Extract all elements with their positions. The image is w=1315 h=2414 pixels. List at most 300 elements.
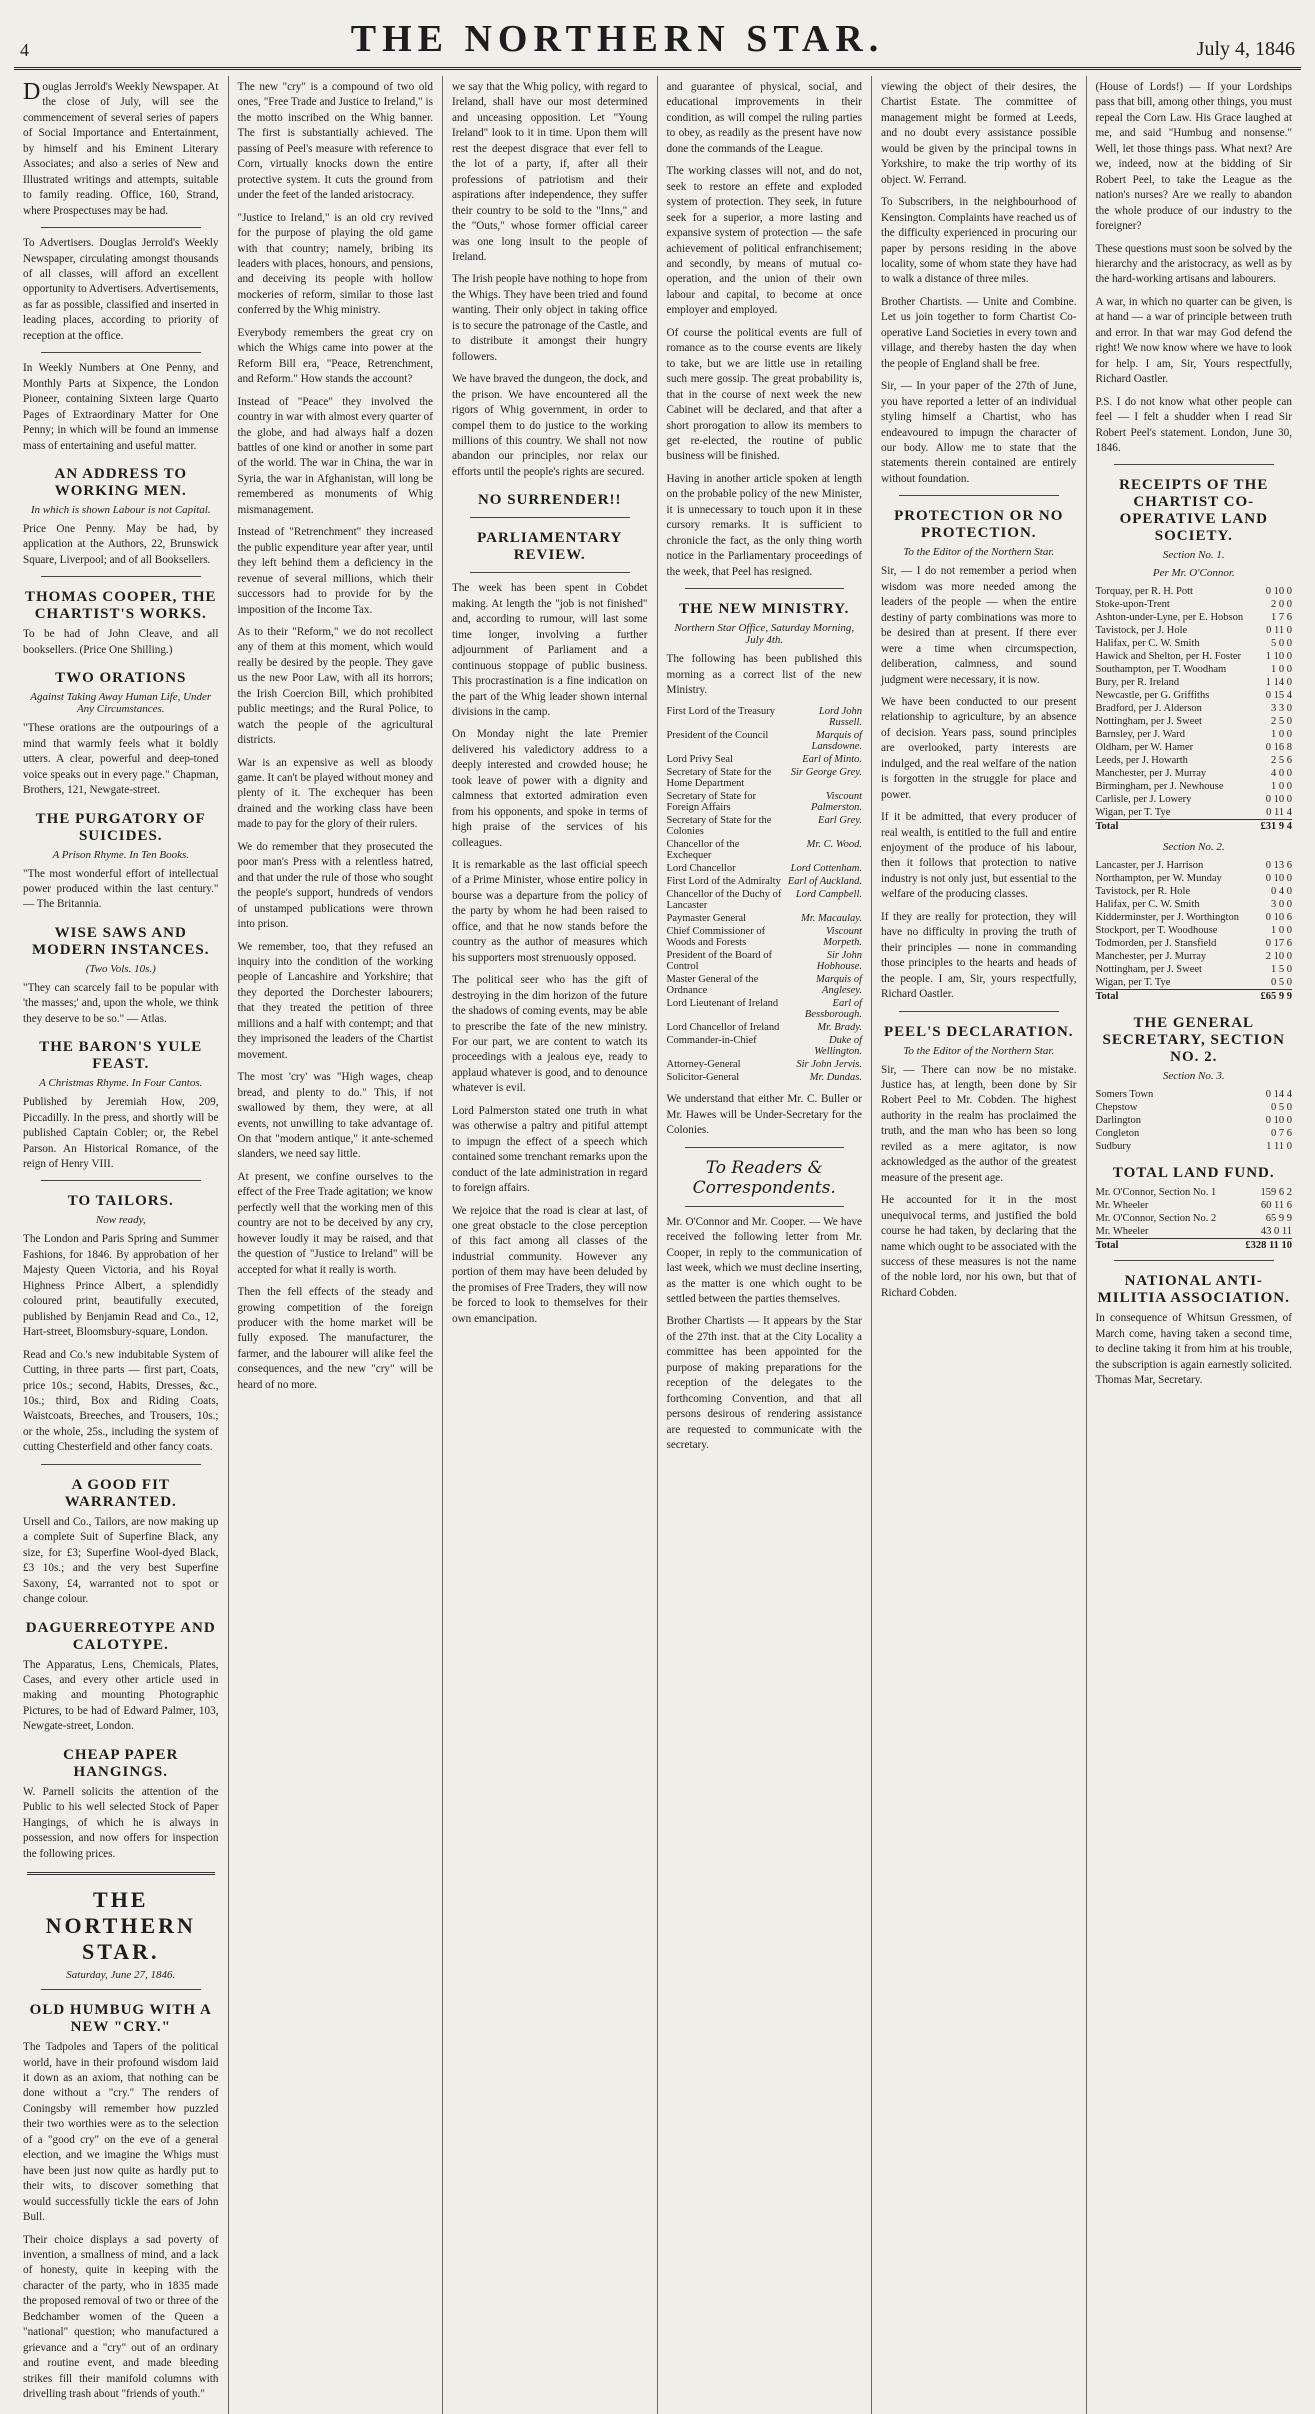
article-text: We have been conducted to our present relationship to agriculture, by an absence of decision. Years pass, sound principles are overlooked, party interests are indulged, and the real welfare of the nation is forgotten in the struggle for place and power. bbox=[881, 695, 1077, 801]
section-subheading: To the Editor of the Northern Star. bbox=[903, 546, 1055, 559]
receipt-total-label: Total bbox=[1096, 820, 1258, 834]
section-subheading: Per Mr. O'Connor. bbox=[1152, 567, 1235, 580]
article-text: W. Parnell solicits the attention of the Public to his well selected Stock of Paper Hangings, of which he is always in possession, and now offers for inspection the following prices. bbox=[23, 1785, 219, 1860]
article-text: In consequence of Whitsun Gressmen, of March come, having taken a second time, to decline taking it from him at his trouble, the subscription is again earnestly solicited. Thomas Mar, Secretary. bbox=[1095, 1312, 1292, 1387]
divider bbox=[41, 1464, 201, 1465]
receipt-amount: 0 10 6 bbox=[1265, 912, 1292, 924]
receipt-place: Carlisle, per J. Lowery bbox=[1095, 794, 1192, 806]
section-subheading: (Two Vols. 10s.) bbox=[85, 962, 156, 975]
article-text: To be had of John Cleave, and all booksellers. (Price One Shilling.) bbox=[23, 628, 219, 656]
section-heading: AN ADDRESS TO WORKING MEN. bbox=[54, 465, 187, 499]
receipt-total-row bbox=[1096, 990, 1293, 1004]
ministry-name: Viscount Morpeth. bbox=[823, 926, 862, 949]
receipt-place: Todmorden, per J. Stansfield bbox=[1095, 938, 1217, 950]
ministry-name: Mr. C. Wood. bbox=[806, 839, 862, 851]
section-heading: TO TAILORS. bbox=[67, 1193, 174, 1210]
article-text: Published by Jeremiah How, 209, Piccadilly. In the press, and shortly will be published Captain Cobler; or, the Rebel Parson. An Historical Romance, of the reign of Henry VIII. bbox=[23, 1096, 219, 1171]
ministry-row bbox=[667, 925, 863, 949]
receipt-amount: 1 10 0 bbox=[1265, 651, 1292, 663]
ministry-office: President of the Board of Control bbox=[666, 950, 773, 973]
column-6 bbox=[1087, 76, 1302, 2414]
ministry-row bbox=[667, 729, 863, 753]
receipt-place: Mr. O'Connor, Section No. 2 bbox=[1095, 1213, 1217, 1225]
divider bbox=[899, 1011, 1059, 1012]
article-text: Brother Chartists — It appears by the Star of the 27th inst. that at the City Locality a committee has been appointed for the purpose of making preparations for the reception of the delegates to the forthcoming Convention, and that all persons desirous of rendering assistance are requested to communicate with the secretary. bbox=[666, 1315, 862, 1452]
receipt-amount: 1 0 0 bbox=[1271, 925, 1292, 937]
divider bbox=[899, 495, 1059, 496]
receipt-row bbox=[1096, 1199, 1293, 1212]
newspaper-title-inline: THE NORTHERN STAR. bbox=[45, 1887, 196, 1965]
ministry-name: Lord Cottenham. bbox=[790, 863, 862, 875]
receipt-amount: 1 0 0 bbox=[1271, 729, 1292, 741]
receipt-place: Somers Town bbox=[1095, 1089, 1154, 1101]
ministry-name: Duke of Wellington. bbox=[814, 1035, 862, 1058]
article-text: We remember, too, that they refused an inquiry into the condition of the working people of Lancashire and Yorkshire; that they deported the Dorchester labourers; that they treated the petition of three millions and a half with contempt; and that they imprisoned the leaders of the Chartist movement. bbox=[237, 940, 433, 1061]
ministry-office: Lord Chancellor bbox=[666, 863, 736, 875]
receipt-row bbox=[1096, 793, 1293, 806]
receipt-row bbox=[1096, 885, 1293, 898]
receipt-amount: 43 0 11 bbox=[1260, 1226, 1292, 1238]
article-text: He accounted for it in the most unequivocal terms, and justified the bold course he had taken, by declaring that the name which ought to be associated with the success of these measures is not the name of the noble lord, nor his own, but that of Richard Cobden. bbox=[881, 1194, 1077, 1299]
section-subheading: Against Taking Away Human Life, Under Any Circumstances. bbox=[30, 691, 212, 716]
ministry-office: Lord Privy Seal bbox=[666, 754, 733, 766]
receipt-place: Southampton, per T. Woodham bbox=[1095, 664, 1227, 676]
receipt-amount: 1 5 0 bbox=[1271, 964, 1292, 976]
ministry-row bbox=[667, 1021, 863, 1034]
section-subheading: A Christmas Rhyme. In Four Cantos. bbox=[39, 1077, 203, 1090]
section-subheading: To the Editor of the Northern Star. bbox=[903, 1044, 1055, 1057]
article-text: If they are really for protection, they will have no difficulty in proving the truth of their principles — none in commanding those principles to the hearts and heads of the people. I am, Sir, yours respectfully, Richard Oastler. bbox=[881, 910, 1077, 1001]
receipt-place: Chepstow bbox=[1095, 1102, 1138, 1114]
divider bbox=[41, 1180, 201, 1181]
article-text: Brother Chartists. — Unite and Combine. Let us join together to form Chartist Co-operative Land Societies in every town and village, and thereby hasten the day when the people of England shall be free. bbox=[881, 295, 1077, 370]
receipt-row bbox=[1096, 872, 1293, 885]
receipt-row bbox=[1096, 1114, 1293, 1127]
receipt-place: Darlington bbox=[1095, 1115, 1141, 1127]
receipt-amount: 159 6 2 bbox=[1260, 1187, 1292, 1199]
ministry-row bbox=[667, 973, 863, 997]
receipt-row bbox=[1096, 963, 1293, 976]
masthead bbox=[14, 12, 1301, 70]
section-heading: DAGUERREOTYPE AND CALOTYPE. bbox=[25, 1619, 216, 1653]
divider bbox=[1114, 464, 1275, 465]
divider bbox=[41, 352, 201, 353]
receipt-place: Bury, per R. Ireland bbox=[1095, 677, 1180, 689]
article-text: P.S. I do not know what other people can feel — I felt a shudder when I read Sir Robert Peel's statement. London, June 30, 1846. bbox=[1095, 395, 1292, 454]
article-text: "They can scarcely fail to be popular with 'the masses;' and, upon the whole, we think they deserve to be so." — Atlas. bbox=[23, 981, 219, 1025]
receipt-amount: 60 11 6 bbox=[1260, 1200, 1292, 1212]
receipt-place: Stoke-upon-Trent bbox=[1095, 599, 1170, 611]
ministry-office: Paymaster General bbox=[666, 913, 747, 925]
section-heading: NO SURRENDER!! bbox=[477, 492, 622, 509]
article-text: Sir, — In your paper of the 27th of June, you have reported a letter of an individual styling himself a Chartist, who has endeavoured to impugn the character of our body. Allow me to state that the statements therein contained are entirely without foundation. bbox=[881, 380, 1077, 485]
receipt-place: Mr. O'Connor, Section No. 1 bbox=[1095, 1187, 1217, 1199]
receipt-amount: 3 0 0 bbox=[1271, 899, 1292, 911]
receipt-amount: 0 5 0 bbox=[1271, 977, 1292, 989]
receipt-row bbox=[1096, 598, 1293, 611]
article-text: Everybody remembers the great cry on which the Whigs came into power at the Reform Bill era, "Peace, Retrenchment, and Reform." How stands the account? bbox=[237, 326, 433, 386]
receipt-row bbox=[1096, 950, 1293, 963]
newspaper-title: THE NORTHERN STAR. bbox=[350, 18, 885, 60]
receipt-amount: 0 4 0 bbox=[1271, 886, 1292, 898]
section-heading: PEEL'S DECLARATION. bbox=[883, 1023, 1074, 1040]
ministry-row bbox=[667, 1058, 863, 1071]
receipt-place: Northampton, per W. Munday bbox=[1095, 873, 1222, 885]
article-text: (House of Lords!) — If your Lordships pass that bill, among other things, you must repeal the Corn Law. His Grace laughed at me, and said "Humbug and nonsense." Well, let those things pass. What next? Are we, indeed, now at the bidding of Sir Robert Peel, to take the League as the nation's nurses? Are we really to abandon the whole produce of our industry to the foreigner? bbox=[1095, 81, 1292, 233]
receipt-row bbox=[1096, 1212, 1293, 1225]
receipt-place: Ashton-under-Lyne, per E. Hobson bbox=[1095, 612, 1244, 624]
ministry-name: Mr. Macaulay. bbox=[801, 913, 862, 925]
ministry-row bbox=[667, 705, 863, 729]
section-subheading: In which is shown Labour is not Capital. bbox=[30, 503, 211, 516]
article-text: It is remarkable as the last official speech of a Prime Minister, whose entire policy in bourse was a departure from the policy of the party by whom he had been raised to office, and that he now stands before the country as the author of measures which his supporters most strenuously opposed. bbox=[452, 859, 648, 964]
ministry-name: Lord John Russell. bbox=[818, 706, 862, 729]
article-text: War is an expensive as well as bloody game. It can't be played without money and plenty of it. The exchequer has been drained and the working class have been made to pay for the glory of their rulers. bbox=[237, 756, 433, 831]
section-subheading: Section No. 3. bbox=[1162, 1070, 1225, 1083]
ministry-name: Earl of Minto. bbox=[802, 754, 862, 766]
receipt-total-label: Total bbox=[1096, 990, 1257, 1004]
receipt-amount: 0 10 0 bbox=[1265, 1115, 1292, 1127]
divider bbox=[685, 1147, 845, 1148]
article-text: we say that the Whig policy, with regard to Ireland, shall have our most determined and unceasing opposition. Let "Young Ireland" look to it in time. Upon them will rest the deepest disgrace that ever fell to the lot of a party, if, after all their professions of patriotism and their aspirations after independence, they suffer their country to be sold to the "Inns," and the "Outs," whose former official career was one long insult to the people of Ireland. bbox=[452, 81, 648, 263]
receipt-place: Manchester, per J. Murray bbox=[1095, 768, 1207, 780]
section-heading: PARLIAMENTARY REVIEW. bbox=[477, 530, 623, 564]
article-text: Sir, — There can now be no mistake. Justice has, at length, been done by Sir Robert Peel to Mr. Cobden. The highest authority in the realm has proclaimed the truth, and the man who has been so long reviled as a mere agitator, is now acknowledged as the author of the greatest measure of the present age. bbox=[881, 1063, 1077, 1184]
receipt-place: Torquay, per R. H. Pott bbox=[1095, 586, 1193, 598]
receipt-place: Tavistock, per J. Hole bbox=[1095, 625, 1188, 637]
receipt-place: Stockport, per T. Woodhouse bbox=[1095, 925, 1218, 937]
section-heading: WISE SAWS AND MODERN INSTANCES. bbox=[31, 924, 210, 958]
receipt-amount: 5 0 0 bbox=[1271, 638, 1292, 650]
receipt-amount: 2 5 0 bbox=[1271, 716, 1292, 728]
article-text: As to their "Reform," we do not recollect any of them at this moment, which would really be desired by the people. They gave us the new Poor Law, with all its horrors; the Irish Coercion Bill, which prohibited public meetings; and the Rural Police, to watch the people of the agricultural districts. bbox=[237, 625, 433, 747]
article-text: Lord Palmerston stated one truth in what was otherwise a paltry and pitiful attempt to impugn the effect of a speech which contained some trenchant remarks upon the conduct of the late administration in regard to foreign affairs. bbox=[452, 1104, 648, 1195]
article-text: "The most wonderful effort of intellectual power produced within the last century." — The Britannia. bbox=[23, 867, 219, 911]
receipt-amount: 3 3 0 bbox=[1271, 703, 1292, 715]
section-heading: THE PURGATORY OF SUICIDES. bbox=[35, 810, 206, 844]
receipt-amount: 2 0 0 bbox=[1271, 599, 1292, 611]
ministry-office: Chancellor of the Duchy of Lancaster bbox=[666, 889, 782, 912]
receipt-amount: 0 5 0 bbox=[1271, 1102, 1292, 1114]
article-text: Price One Penny. May be had, by application at the Authors, 22, Brunswick Square, Liverpool; and of all Booksellers. bbox=[23, 522, 219, 566]
ministry-name: Sir John Jervis. bbox=[796, 1059, 862, 1071]
receipt-amount: 0 11 0 bbox=[1266, 625, 1292, 637]
article-text: The Irish people have nothing to hope from the Whigs. They have been tried and found wanting. Their only object in taking office is to secure the patronage of the Castle, and to distribute it amongst their hungry followers. bbox=[452, 273, 648, 363]
receipt-place: Mr. Wheeler bbox=[1095, 1200, 1149, 1212]
receipt-row bbox=[1096, 676, 1293, 689]
receipt-row bbox=[1096, 741, 1293, 754]
article-text: If it be admitted, that every producer of real wealth, is entitled to the full and entire enjoyment of the produce of his labour, then it follows that protection to native industry is not only just, but essential to the welfare of the producing classes. bbox=[881, 811, 1077, 901]
receipt-amount: 0 15 4 bbox=[1265, 690, 1292, 702]
divider bbox=[470, 572, 630, 573]
receipt-amount: 0 13 6 bbox=[1265, 860, 1292, 872]
ministry-row bbox=[667, 862, 863, 875]
receipt-place: Bradford, per J. Alderson bbox=[1095, 703, 1202, 715]
article-text: The Apparatus, Lens, Chemicals, Plates, Cases, and every other article used in making and mounting Photographic Pictures, to be had of Edward Palmer, 103, Newgate-street, London. bbox=[23, 1658, 219, 1733]
ministry-list bbox=[667, 705, 863, 1084]
receipt-row bbox=[1096, 715, 1293, 728]
ministry-office: Secretary of State for the Colonies bbox=[666, 815, 772, 838]
ministry-office: Chancellor of the Exchequer bbox=[666, 839, 740, 862]
ministry-row bbox=[667, 875, 863, 888]
section-heading: CHEAP PAPER HANGINGS. bbox=[63, 1746, 179, 1780]
article-text: "These orations are the outpourings of a mind that warmly feels what it boldly utters. A clear, powerful and deep-toned voice speaks out in every page." Chapman, Brothers, 121, Newgate-street. bbox=[23, 722, 219, 797]
ministry-row bbox=[667, 838, 863, 862]
article-text: Read and Co.'s new indubitable System of Cutting, in three parts — first part, Coats, price 10s.; second, Habits, Dresses, &c., 10s.; third, Box and Riding Coats, Waistcoats, Breeches, and Trousers, 10s.; or the whole, 25s., including the system of cutting Chesterfield and other fancy coats. bbox=[23, 1348, 219, 1454]
section-subheading: Northern Star Office, Saturday Morning, July 4th. bbox=[674, 622, 855, 647]
ministry-office: Chief Commissioner of Woods and Forests bbox=[666, 926, 766, 949]
ministry-name: Marquis of Anglesey. bbox=[816, 974, 862, 997]
ministry-row bbox=[667, 1071, 863, 1084]
receipt-amount: 0 16 8 bbox=[1265, 742, 1292, 754]
receipt-place: Congleton bbox=[1095, 1128, 1140, 1140]
page-number: 4 bbox=[20, 40, 29, 60]
columns bbox=[14, 76, 1301, 2401]
divider bbox=[41, 576, 201, 577]
ministry-row bbox=[667, 814, 863, 838]
receipt-total-row bbox=[1096, 1239, 1293, 1253]
receipt-place: Oldham, per W. Hamer bbox=[1095, 742, 1194, 754]
receipt-place: Wigan, per T. Tye bbox=[1095, 807, 1171, 819]
receipt-place: Lancaster, per J. Harrison bbox=[1095, 860, 1204, 872]
receipt-amount: 0 14 4 bbox=[1265, 1089, 1292, 1101]
receipt-amount: 65 9 9 bbox=[1265, 1213, 1292, 1225]
section-subheading: Section No. 1. bbox=[1162, 549, 1225, 562]
receipts-table bbox=[1096, 1186, 1293, 1252]
receipt-row bbox=[1096, 650, 1293, 663]
article-text: These questions must soon be solved by the hierarchy and the aristocracy, as well as by the hard-working artisans and labourers. bbox=[1095, 242, 1292, 286]
article-text: A war, in which no quarter can be given, is at hand — a war of principle between truth and error. In that war may God defend the right! We now know where we have to look for help. I am, Sir, Yours respectfully, Richard Oastler. bbox=[1095, 295, 1292, 386]
article-text: "Justice to Ireland," is an old cry revived for the purpose of playing the old game with that country; namely, bribing its leaders with places, honours, and pensions, and deceiving its people with hollow mockeries of reform, similar to those last conferred by the Whig ministry. bbox=[237, 211, 433, 317]
ministry-row bbox=[667, 1034, 863, 1058]
article-text: Then the fell effects of the steady and growing competition of the foreign producer with the home market will be fully exposed. The manufacturer, the farmer, and the labourer will alike feel the consequences, and the new "cry" will be heard of no more. bbox=[237, 1286, 433, 1391]
receipt-place: Barnsley, per J. Ward bbox=[1095, 729, 1186, 741]
article-text: Instead of "Peace" they involved the country in war with almost every quarter of the globe, and had always half a dozen battles of one kind or another in some part of the world. The war in China, the war in Syria, the war in Afghanistan, will long be remembered as monuments of Whig mismanagement. bbox=[237, 395, 433, 516]
section-heading: THE GENERAL SECRETARY, SECTION NO. 2. bbox=[1102, 1015, 1286, 1066]
ministry-name: Earl of Bessborough. bbox=[804, 998, 862, 1021]
ministry-office: First Lord of the Treasury bbox=[666, 706, 775, 718]
receipt-total-amount: £31 9 4 bbox=[1257, 820, 1292, 834]
ministry-office: Solicitor-General bbox=[666, 1072, 740, 1084]
article-text: Instead of "Retrenchment" they increased the public expenditure year after year, until they left behind them a deficiency in the revenue of several millions, which their successors had to provide for by the imposition of the Income Tax. bbox=[237, 526, 433, 616]
column-4 bbox=[658, 76, 873, 2414]
receipt-place: Wigan, per T. Tye bbox=[1095, 977, 1171, 989]
receipts-table bbox=[1096, 585, 1293, 833]
article-text: We do remember that they prosecuted the poor man's Press with a relentless hatred, and that under the rule of those who sought the people's support, hundreds of vendors of unstamped publications were thrown into prison. bbox=[237, 840, 433, 931]
receipt-row bbox=[1096, 663, 1293, 676]
ministry-row bbox=[667, 790, 863, 814]
receipt-row bbox=[1096, 937, 1293, 950]
article-text: The Tadpoles and Tapers of the political world, have in their profound wisdom laid it down as an axiom, that nothing can be done without a "cry." The renders of Coningsby will remember how puzzled their two worthies were as to the selection of a "good cry" on the eve of a general election, and we imagine the Whigs must have been just now quite as hardly put to their wits, to discover something that would successfully tickle the ears of John Bull. bbox=[23, 2041, 219, 2224]
receipt-row bbox=[1096, 728, 1293, 741]
article-text: The new "cry" is a compound of two old ones, "Free Trade and Justice to Ireland," is the motto inscribed on the Whig banner. The first is substantially achieved. The passing of Peel's measure with reference to Corn, virtually knocks down the entire protective system. It cuts the ground from under the feet of the landed aristocracy. bbox=[237, 81, 433, 202]
ministry-row bbox=[667, 912, 863, 925]
receipt-row bbox=[1096, 1225, 1293, 1239]
ministry-name: Lord Campbell. bbox=[795, 889, 862, 901]
ministry-office: Secretary of State for Foreign Affairs bbox=[666, 791, 757, 814]
receipt-place: Kidderminster, per J. Worthington bbox=[1095, 912, 1239, 924]
receipt-place: Birmingham, per J. Newhouse bbox=[1095, 781, 1224, 793]
section-heading: TWO ORATIONS bbox=[55, 670, 187, 687]
receipt-place: Mr. Wheeler bbox=[1095, 1226, 1149, 1238]
section-heading: THE BARON'S YULE FEAST. bbox=[39, 1039, 203, 1073]
receipt-row bbox=[1096, 780, 1293, 793]
article-text: Having in another article spoken at length on the probable policy of the new Minister, it is unnecessary to touch upon it in these cursory remarks. It is sufficient to chronicle the fact, as the only thing worth notice in the Parliamentary proceedings of the week, that Peel has resigned. bbox=[666, 472, 862, 578]
receipt-row bbox=[1096, 806, 1293, 820]
ministry-office: Master General of the Ordnance bbox=[666, 974, 759, 997]
ministry-row bbox=[667, 949, 863, 973]
receipt-place: Halifax, per C. W. Smith bbox=[1095, 638, 1200, 650]
receipt-amount: 0 11 4 bbox=[1266, 807, 1292, 819]
article-text: We have braved the dungeon, the dock, and the prison. We have encountered all the rigors of Whig government, in order to compel them to do justice to the working millions of this country. We shall not now abandon our principles, nor relax our efforts until the people's rights are secured. bbox=[452, 373, 648, 478]
column-3 bbox=[443, 76, 658, 2414]
receipt-place: Tavistock, per R. Hole bbox=[1095, 886, 1191, 898]
section-heading: THE NEW MINISTRY. bbox=[679, 601, 850, 618]
receipt-row bbox=[1096, 585, 1293, 598]
article-text: At present, we confine ourselves to the effect of the Free Trade agitation; we know perfectly well that the working men of this country are not to be deceived by any cry, however loudly it may be raised, and that the question of "Justice to Ireland" will be accepted for what it really is worth. bbox=[237, 1170, 433, 1276]
receipt-total-row bbox=[1096, 820, 1293, 834]
receipt-total-label: Total bbox=[1096, 1239, 1238, 1253]
section-heading: PROTECTION OR NO PROTECTION. bbox=[894, 508, 1064, 542]
receipt-place: Newcastle, per G. Griffiths bbox=[1095, 690, 1210, 702]
article-text: To Advertisers. Douglas Jerrold's Weekly Newspaper, circulating amongst thousands of all classes, will afford an excellent opportunity to Advertisers. Advertisements, as far as possible, classified and inserted in leading places, according to priority of reception at the office. bbox=[23, 237, 219, 342]
article-text: The week has been spent in Cobdet making. At length the "job is not finished" and, according to rumour, will last some time longer, involving a further adjournment of Parliament and a continuous stoppage of public business. This procrastination is a fine indication on the part of the Whig leader shown internal divisions in the camp. bbox=[452, 582, 648, 718]
divider bbox=[685, 1206, 845, 1207]
column-1 bbox=[14, 76, 229, 2414]
ministry-row bbox=[667, 753, 863, 766]
article-text: The London and Paris Spring and Summer Fashions, for 1846. By approbation of her Majesty Queen Victoria, and his Royal Highness Prince Albert, a splendidly coloured print, beautifully executed, published by Benjamin Read and Co., 12, Hart-street, Bloomsbury-square, London. bbox=[23, 1233, 219, 1339]
divider bbox=[41, 1989, 201, 1990]
receipt-amount: 1 0 0 bbox=[1271, 664, 1292, 676]
article-text: Ursell and Co., Tailors, are now making up a complete Suit of Superfine Black, any size, for £3; Superfine Wool-dyed Black, £3 10s.; and the very best Superfine Saxony, £4, warranted not to spot or change colour. bbox=[23, 1515, 219, 1606]
receipt-place: Halifax, per C. W. Smith bbox=[1095, 899, 1200, 911]
divider bbox=[27, 1872, 215, 1875]
receipts-table bbox=[1096, 859, 1293, 1003]
receipt-row bbox=[1096, 611, 1293, 624]
receipt-amount: 1 14 0 bbox=[1265, 677, 1292, 689]
receipt-place: Sudbury bbox=[1095, 1141, 1132, 1153]
ministry-office: Commander-in-Chief bbox=[666, 1035, 757, 1047]
ministry-office: Secretary of State for the Home Department bbox=[666, 767, 772, 790]
ministry-name: Sir George Grey. bbox=[790, 767, 862, 779]
ministry-name: Mr. Dundas. bbox=[809, 1072, 862, 1084]
ministry-office: Lord Chancellor of Ireland bbox=[666, 1022, 780, 1034]
ministry-name: Earl of Auckland. bbox=[787, 876, 862, 888]
receipt-row bbox=[1096, 689, 1293, 702]
section-heading: A GOOD FIT WARRANTED. bbox=[64, 1476, 177, 1510]
section-heading: RECEIPTS OF THE CHARTIST CO-OPERATIVE LAND SOCIETY. bbox=[1119, 477, 1269, 545]
article-text: To Subscribers, in the neighbourhood of Kensington. Complaints have reached us of the difficulty experienced in procuring our paper by persons residing in the above locality, some of whom state they have had to walk a distance of three miles. bbox=[881, 196, 1077, 286]
receipt-total-amount: £65 9 9 bbox=[1257, 990, 1292, 1004]
article-text: The most 'cry' was "High wages, cheap bread, and plenty to do." This, if not swallowed by them, they were, at all events, not unwilling to take advantage of. On that "modern antique," it ante-schemed slanders, we need say little. bbox=[237, 1071, 433, 1161]
receipt-amount: 2 5 6 bbox=[1271, 755, 1292, 767]
title-date: Saturday, June 27, 1846. bbox=[66, 1969, 176, 1982]
divider bbox=[685, 588, 845, 589]
column-2 bbox=[229, 76, 444, 2414]
article-text: In Weekly Numbers at One Penny, and Monthly Parts at Sixpence, the London Pioneer, containing Sixteen large Quarto Pages of Extraordinary Matter for One Penny; in which will be found an immense mass of entertaining and useful matter. bbox=[23, 362, 219, 452]
receipt-row bbox=[1096, 1186, 1293, 1199]
ministry-name: Mr. Brady. bbox=[817, 1022, 862, 1034]
receipt-amount: 0 10 0 bbox=[1265, 873, 1292, 885]
divider bbox=[41, 227, 201, 228]
receipt-row bbox=[1096, 976, 1293, 990]
receipt-row bbox=[1096, 1140, 1293, 1153]
article-text: On Monday night the late Premier delivered his valedictory address to a deeply interested and crowded house; he took leave of power with a dignity and calmness that extorted admiration even from his opponents, and spoke in terms of high praise of the services of his colleagues. bbox=[452, 728, 648, 849]
ministry-name: Viscount Palmerston. bbox=[810, 791, 862, 814]
ministry-row bbox=[667, 888, 863, 912]
ministry-name: Marquis of Lansdowne. bbox=[811, 730, 862, 753]
article-text: viewing the object of their desires, the Chartist Estate. The committee of management might be formed at Leeds, and no doubt every assistance possible would be given by the principal towns in Yorkshire, to make the trip worthy of its object. W. Ferrand. bbox=[881, 81, 1077, 186]
section-heading: THOMAS COOPER, THE CHARTIST'S WORKS. bbox=[25, 589, 217, 623]
receipt-row bbox=[1096, 898, 1293, 911]
article-text: The working classes will not, and do not, seek to restore an effete and exploded system of protection. They seek, in future seek for a superior, a more lasting and expansive system of protection — the safe achievement of political enfranchisement; and secondly, by means of mutual co-operation, and the union of their own labour and capital, to become at once employer and employed. bbox=[666, 165, 862, 317]
section-heading: To Readers & Correspondents. bbox=[692, 1157, 836, 1198]
receipt-amount: 0 10 0 bbox=[1265, 794, 1292, 806]
receipt-row bbox=[1096, 924, 1293, 937]
receipts-table bbox=[1096, 1088, 1293, 1153]
article-text: Douglas Jerrold's Weekly Newspaper. At the close of July, will see the commencement of several series of papers of Social Importance and Entertainment, by himself and his Eminent Literary Associates; and also a series of New and Illustrated writings and attempts, suitable to family reading. Office, 160, Strand, where Prospectuses may be had. bbox=[23, 79, 219, 217]
receipt-amount: 0 10 0 bbox=[1265, 586, 1292, 598]
receipt-row bbox=[1096, 702, 1293, 715]
receipt-row bbox=[1096, 911, 1293, 924]
ministry-row bbox=[667, 766, 863, 790]
receipt-total-amount: £328 11 10 bbox=[1237, 1239, 1292, 1253]
receipt-row bbox=[1096, 754, 1293, 767]
ministry-office: First Lord of the Admiralty bbox=[666, 876, 781, 888]
ministry-row bbox=[667, 997, 863, 1021]
receipt-amount: 4 0 0 bbox=[1271, 768, 1292, 780]
divider bbox=[1114, 1260, 1275, 1261]
column-5 bbox=[872, 76, 1087, 2414]
receipt-row bbox=[1096, 1101, 1293, 1114]
ministry-office: President of the Council bbox=[666, 730, 769, 742]
receipt-row bbox=[1096, 859, 1293, 872]
receipt-place: Leeds, per J. Howarth bbox=[1095, 755, 1188, 767]
section-subheading: Now ready, bbox=[95, 1214, 146, 1227]
article-text: Sir, — I do not remember a period when wisdom was more needed among the leaders of the people — when the entire destiny of party combinations was more to be desired than at present. If there ever were a time when circumspection, deliberation, calmness, and sound judgment were necessary, it is now. bbox=[881, 565, 1077, 686]
article-text: Of course the political events are full of romance as to the course events are likely to take, but we are little use in retailing such mere gossip. The great probability is, that in the course of next week the new Cabinet will be declared, and that after a short prorogation to allow its members to get re-elected, the routine of public business will be finished. bbox=[666, 326, 862, 463]
article-text: Their choice displays a sad poverty of invention, a smallness of mind, and a lack of honesty, quite in keeping with the character of the party, who in 1835 made the proposed removal of two or three of the Bedchamber women of the Queen a "national" question; who manufactured a grievance and a "cry" out of an ordinary and routine event, and made bleeding strikes fill their manifold columns with drivelling trash about "friends of youth." bbox=[23, 2233, 219, 2401]
section-subheading: Section No. 2. bbox=[1162, 841, 1225, 854]
receipt-place: Nottingham, per J. Sweet bbox=[1095, 964, 1202, 976]
receipt-place: Manchester, per J. Murray bbox=[1095, 951, 1207, 963]
section-subheading: A Prison Rhyme. In Ten Books. bbox=[52, 848, 190, 861]
article-text: The political seer who has the gift of destroying in the dim horizon of the future the shadows of coming events, may be able to prescribe the fate of the new ministry. For our part, we are content to watch its proceedings with a jealous eye, ready to applaud whatever is good, and to denounce whatever is evil. bbox=[452, 974, 648, 1095]
receipt-amount: 1 11 0 bbox=[1266, 1141, 1292, 1153]
receipt-amount: 0 7 6 bbox=[1271, 1128, 1292, 1140]
section-heading: NATIONAL ANTI-MILITIA ASSOCIATION. bbox=[1097, 1273, 1290, 1307]
receipt-row bbox=[1096, 637, 1293, 650]
article-text: The following has been published this morning as a correct list of the new Ministry. bbox=[666, 653, 862, 696]
article-text: We understand that either Mr. C. Buller or Mr. Hawes will be Under-Secretary for the Colonies. bbox=[666, 1093, 862, 1137]
receipt-amount: 1 7 6 bbox=[1271, 612, 1292, 624]
receipt-amount: 1 0 0 bbox=[1271, 781, 1292, 793]
leader-heading: OLD HUMBUG WITH A NEW "CRY." bbox=[29, 2002, 212, 2036]
article-text: We rejoice that the road is clear at last, of one great obstacle to the close perception of this fact among all classes of the industrial community. However any portion of them may have been deluded by the promises of Free Traders, they will now be forced to look to themselves for their own emancipation. bbox=[452, 1204, 648, 1325]
section-heading: TOTAL LAND FUND. bbox=[1112, 1165, 1275, 1182]
article-text: and guarantee of physical, social, and educational improvements in their condition, as will compel the ruling parties to obey, as readily as the present have now done the commands of the League. bbox=[666, 81, 862, 155]
ministry-office: Attorney-General bbox=[666, 1059, 741, 1071]
receipt-amount: 0 17 6 bbox=[1265, 938, 1292, 950]
receipt-place: Hawick and Shelton, per H. Foster bbox=[1095, 651, 1242, 663]
ministry-name: Earl Grey. bbox=[818, 815, 862, 827]
receipt-row bbox=[1096, 624, 1293, 637]
receipt-place: Nottingham, per J. Sweet bbox=[1095, 716, 1202, 728]
issue-date: July 4, 1846 bbox=[1196, 38, 1295, 60]
divider bbox=[470, 517, 630, 518]
receipt-amount: 2 10 0 bbox=[1265, 951, 1292, 963]
receipt-row bbox=[1096, 1088, 1293, 1101]
